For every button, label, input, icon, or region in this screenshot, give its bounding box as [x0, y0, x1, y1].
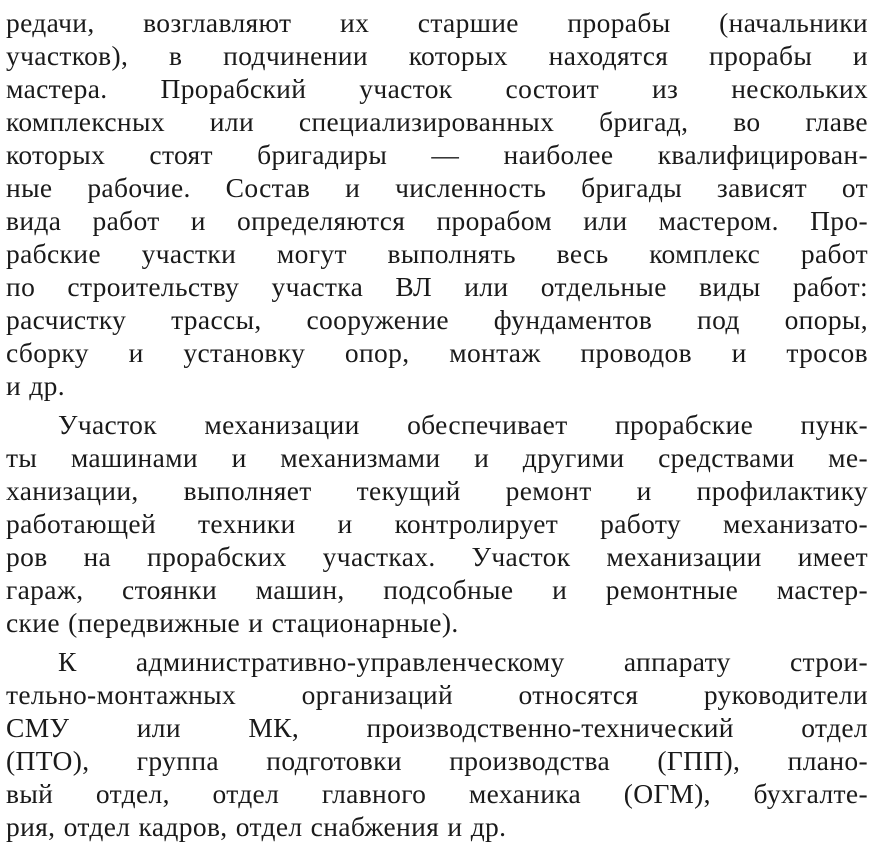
text-line: и др.	[6, 370, 65, 401]
text-line: редачи, возглавляют их старшие прорабы (начальники	[6, 7, 868, 38]
text-line: участков), в подчинении которых находятся прорабы и	[6, 40, 868, 71]
text-line: ты машинами и механизмами и другими средствами ме-	[6, 442, 868, 473]
paragraph-administration	[6, 645, 868, 843]
text-line: рабские участки могут выполнять весь комплекс работ	[6, 238, 868, 269]
text-line: СМУ или МК, производственно-технический отдел	[6, 712, 868, 743]
text-line: тельно-монтажных организаций относятся руководители	[6, 679, 868, 710]
text-line: (ПТО), группа подготовки производства (ГПП), плано-	[6, 745, 868, 776]
text-line: вида работ и определяются прорабом или мастером. Про-	[6, 205, 868, 236]
paragraph-mechanization	[6, 408, 868, 639]
text-line: Участок механизации обеспечивает прорабские пунк-	[58, 409, 868, 440]
text-line: гараж, стоянки машин, подсобные и ремонтные мастер-	[6, 574, 868, 605]
text-line: по строительству участка ВЛ или отдельные виды работ:	[6, 271, 868, 302]
text-line: работающей техники и контролирует работу механизато-	[6, 508, 868, 539]
text-line: комплексных или специализированных бригад, во главе	[6, 106, 868, 137]
paragraph-brigades	[6, 6, 868, 402]
text-line: вый отдел, отдел главного механика (ОГМ), бухгалте-	[6, 778, 868, 809]
text-line: ров на прорабских участках. Участок механизации имеет	[6, 541, 868, 572]
text-line: ные рабочие. Состав и численность бригады зависят от	[6, 172, 868, 203]
text-line: сборку и установку опор, монтаж проводов и тросов	[6, 337, 868, 368]
text-line: рия, отдел кадров, отдел снабжения и др.	[6, 811, 507, 842]
text-line: мастера. Прорабский участок состоит из нескольких	[6, 73, 868, 104]
text-line: К административно-управленческому аппарату строи-	[58, 646, 868, 677]
text-line: ские (передвижные и стационарные).	[6, 607, 459, 638]
text-line: расчистку трассы, сооружение фундаментов под опоры,	[6, 304, 868, 335]
text-line: ханизации, выполняет текущий ремонт и профилактику	[6, 475, 868, 506]
text-line: которых стоят бригадиры — наиболее квалифицирован-	[6, 139, 868, 170]
